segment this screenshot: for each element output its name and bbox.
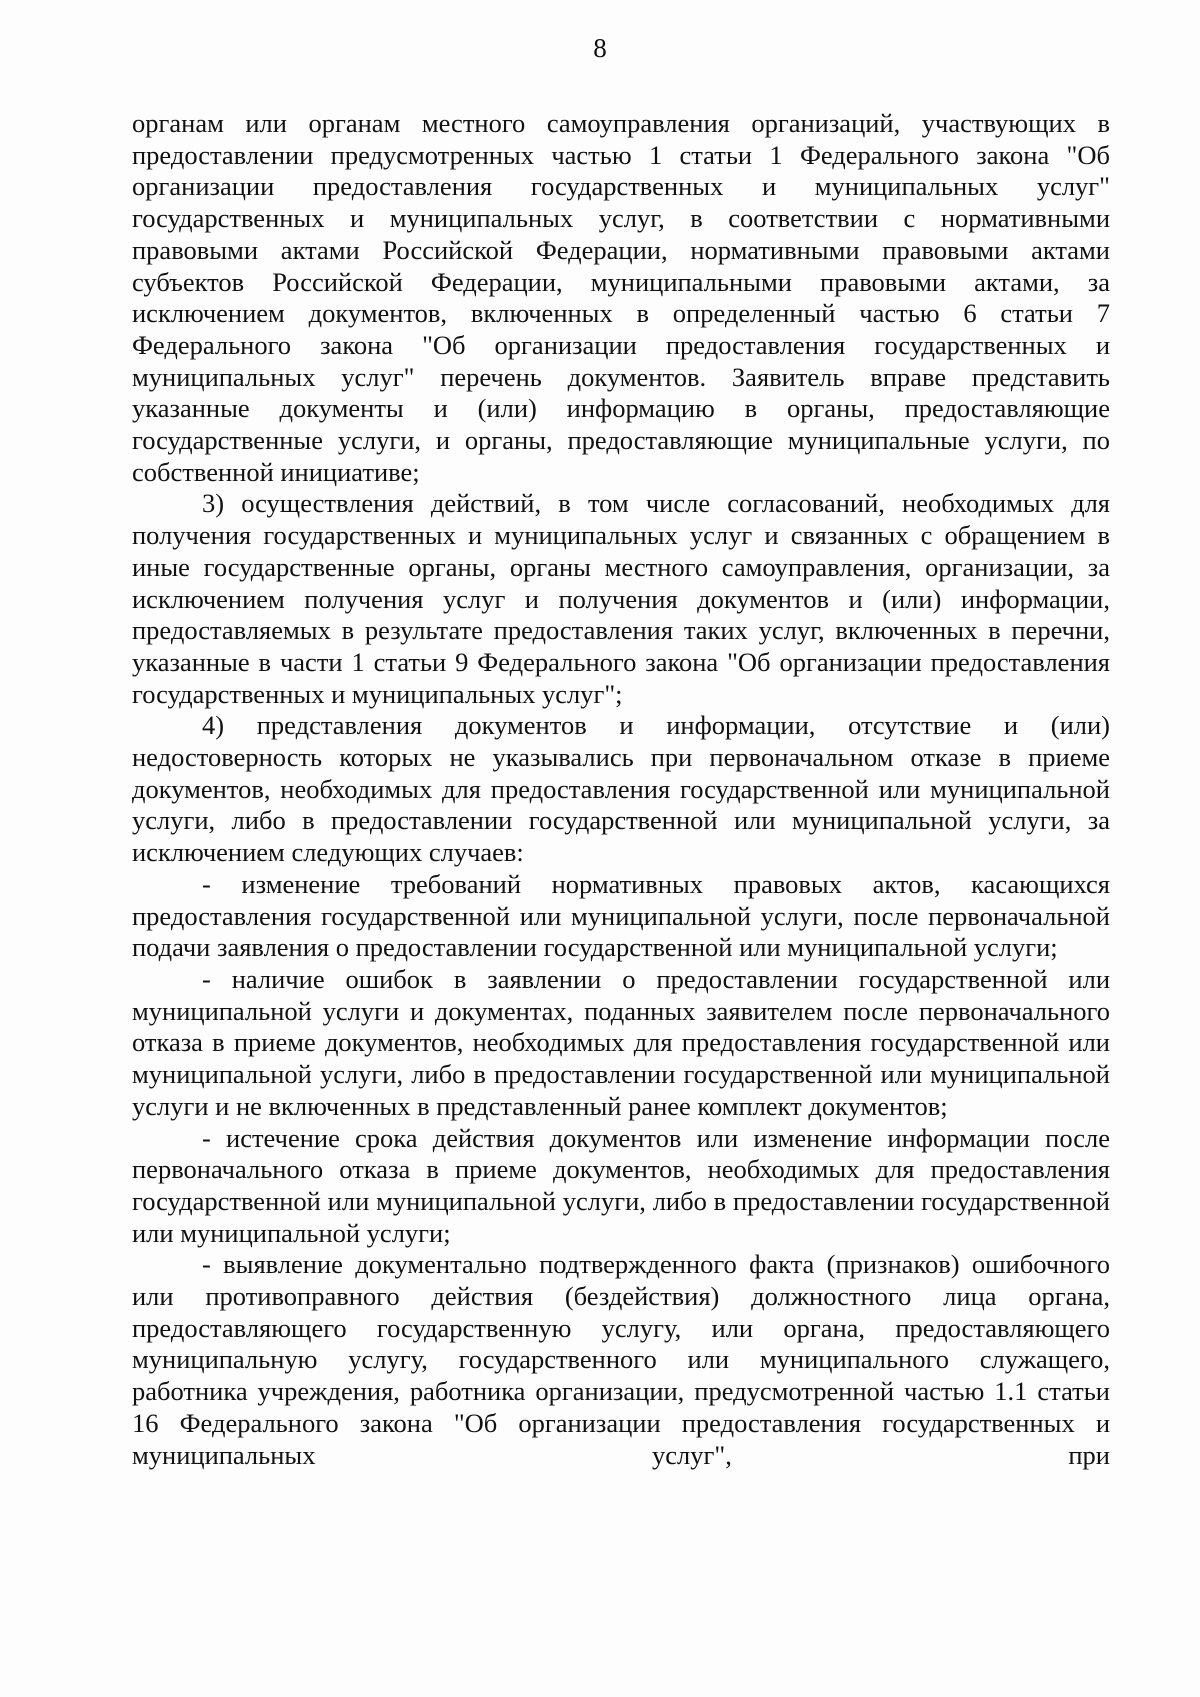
paragraph-case-expiration: - истечение срока действия документов или изменение информации после первоначального отказа в приеме документов, необходимых для предоставления государственной или муниципальной услуги, либо в предоставлении государственной или муниципальной услуги; — [132, 1122, 1110, 1248]
paragraph-continuation: органам или органам местного самоуправления организаций, участвующих в предоставлении предусмотренных частью 1 статьи 1 Федерального закона "Об организации предоставления государственных и муниципальных услуг" государственных и муниципальных услуг, в соответствии с нормативными правовыми актами Российской Федерации, нормативными правовыми актами субъектов Российской Федерации, муниципальными правовыми актами, за исключением документов, включенных в определенный частью 6 статьи 7 Федерального закона "Об организации предоставления государственных и муниципальных услуг" перечень документов. Заявитель вправе представить указанные документы и (или) информацию в органы, предоставляющие государственные услуги, и органы, предоставляющие муниципальные услуги, по собственной инициативе; — [132, 108, 1110, 487]
paragraph-case-requirements-change: - изменение требований нормативных правовых актов, касающихся предоставления государственной или муниципальной услуги, после первоначальной подачи заявления о предоставлении государственной или муниципальной услуги; — [132, 868, 1110, 963]
paragraph-case-erroneous-action: - выявление документально подтвержденного факта (признаков) ошибочного или противоправного действия (бездействия) должностного лица органа, предоставляющего государственную услугу, или органа, предоставляющего муниципальную услугу, государственного или муниципального служащего, работника учреждения, работника организации, предусмотренной частью 1.1 статьи 16 Федерального закона "Об организации предоставления государственных и муниципальных услуг", при — [132, 1249, 1110, 1470]
paragraph-case-errors: - наличие ошибок в заявлении о предоставлении государственной или муниципальной услуги и документах, поданных заявителем после первоначального отказа в приеме документов, необходимых для предоставления государственной или муниципальной услуги, либо в предоставлении государственной или муниципальной услуги и не включенных в представленный ранее комплект документов; — [132, 963, 1110, 1121]
page-number: 8 — [593, 33, 607, 63]
paragraph-item-3: 3) осуществления действий, в том числе согласований, необходимых для получения государственных и муниципальных услуг и связанных с обращением в иные государственные органы, органы местного самоуправления, организации, за исключением получения услуг и получения документов и (или) информации, предоставляемых в результате предоставления таких услуг, включенных в перечни, указанные в части 1 статьи 9 Федерального закона "Об организации предоставления государственных и муниципальных услуг"; — [132, 488, 1110, 709]
paragraph-item-4: 4) представления документов и информации, отсутствие и (или) недостоверность которых не указывались при первоначальном отказе в приеме документов, необходимых для предоставления государственной или муниципальной услуги, либо в предоставлении государственной или муниципальной услуги, за исключением следующих случаев: — [132, 710, 1110, 868]
document-body — [132, 108, 1110, 1471]
